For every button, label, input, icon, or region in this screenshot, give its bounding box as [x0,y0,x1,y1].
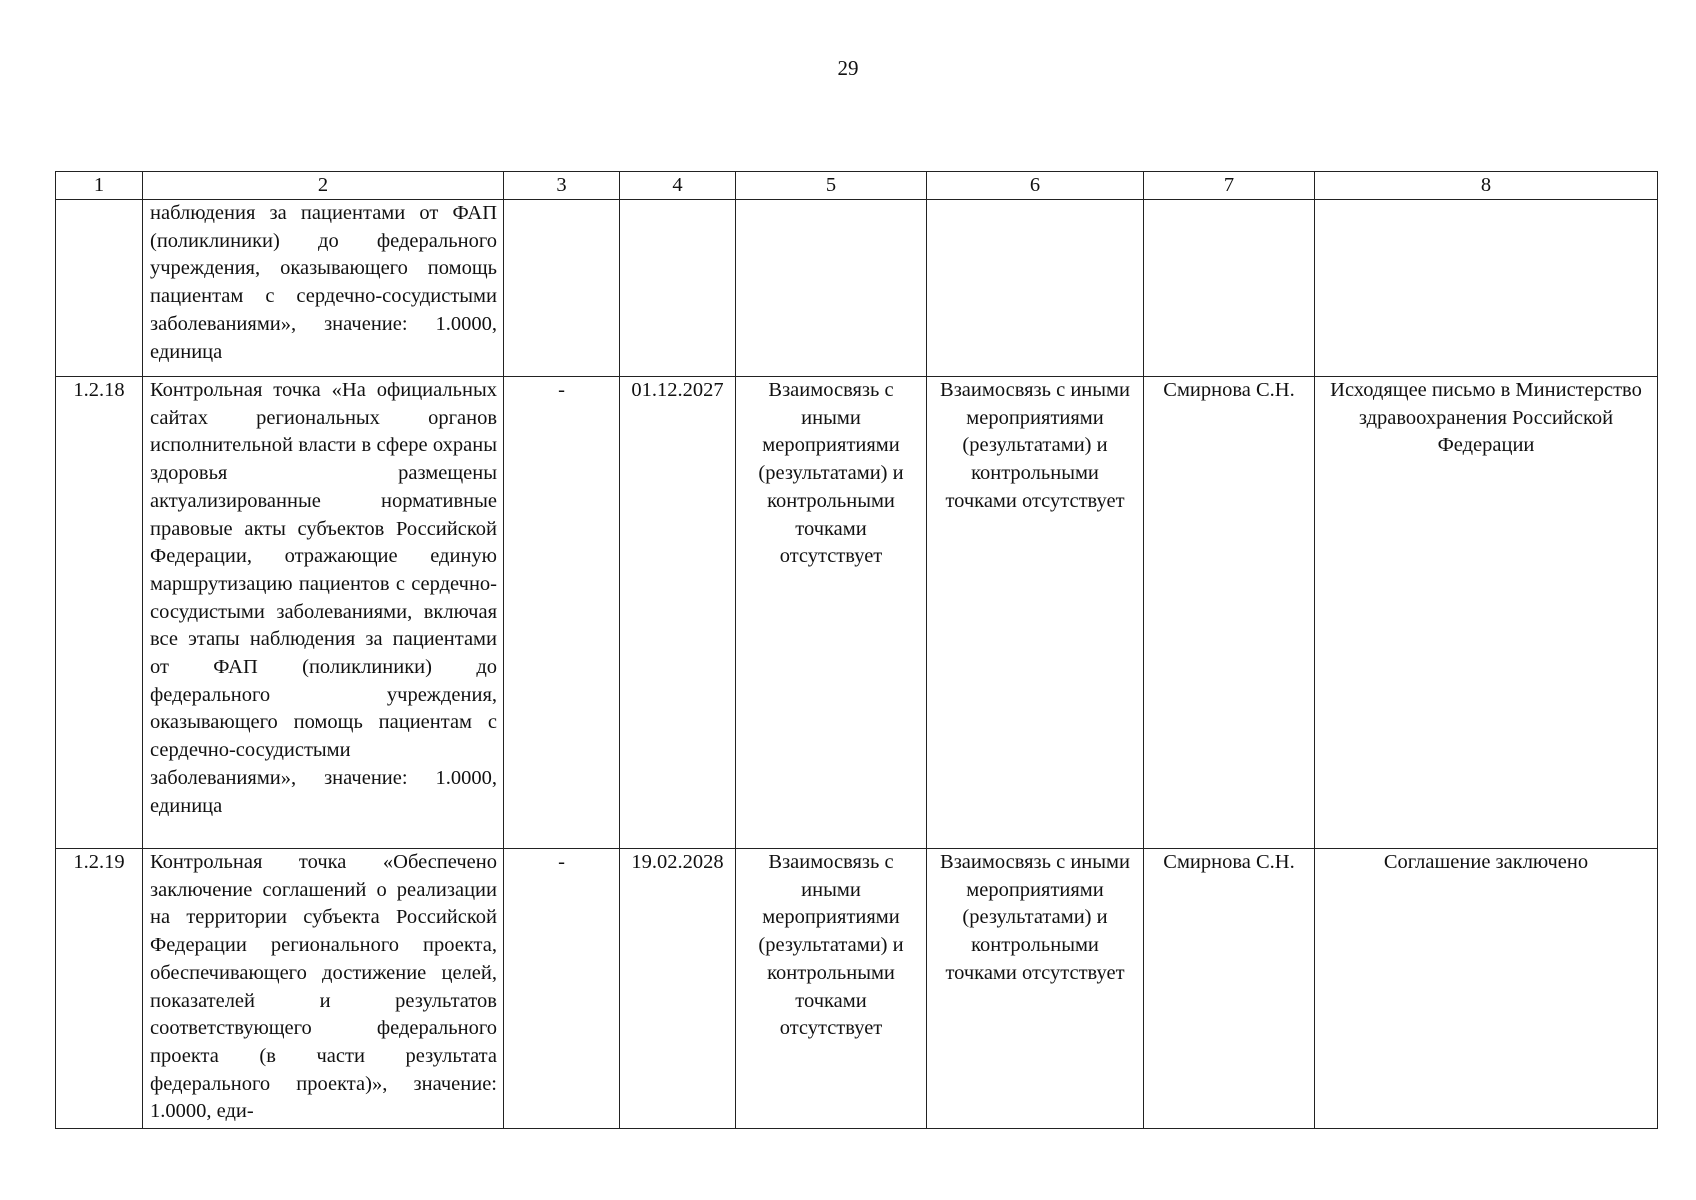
column-header: 6 [927,172,1144,200]
table-row [56,200,1658,377]
row-date [620,200,736,377]
row-link-next [927,200,1144,377]
row-document: Исходящее письмо в Министерство здравоохранения Российской Федерации [1315,377,1658,849]
row-description: Контрольная точка «На официальных сайтах региональных органов исполнительной власти в сфере охраны здоровья размещены актуализированные нормативные правовые акты субъектов Российской Федерации, отражающие единую маршрутизацию пациентов с сердечно-сосудистыми заболеваниями, включая все этапы наблюдения за пациентами от ФАП (поликлиники) до федерального учреждения, оказывающего помощь пациентам с сердечно-сосудистыми заболеваниями», значение: 1.0000, единица [143,377,504,849]
column-header: 1 [56,172,143,200]
header-row [56,172,1658,200]
control-points-table [55,171,1658,1129]
row-date: 01.12.2027 [620,377,736,849]
row-document: Соглашение заключено [1315,849,1658,1129]
column-header: 7 [1144,172,1315,200]
row-document [1315,200,1658,377]
row-date: 19.02.2028 [620,849,736,1129]
table-row [56,377,1658,849]
row-col3: - [504,849,620,1129]
column-header: 3 [504,172,620,200]
row-number: 1.2.18 [56,377,143,849]
row-number: 1.2.19 [56,849,143,1129]
page-number: 29 [837,56,859,80]
table-header [56,172,1658,200]
row-responsible [1144,200,1315,377]
row-link-next: Взаимосвязь с иными мероприятиями (результатами) и контрольными точками отсутствует [927,377,1144,849]
row-responsible: Смирнова С.Н. [1144,377,1315,849]
row-link-prev: Взаимосвязь с иными мероприятиями (результатами) и контрольными точками отсутствует [736,377,927,849]
row-link-prev [736,200,927,377]
column-header: 4 [620,172,736,200]
row-col3 [504,200,620,377]
column-header: 8 [1315,172,1658,200]
row-number [56,200,143,377]
table-row [56,849,1658,1129]
column-header: 5 [736,172,927,200]
row-link-prev: Взаимосвязь с иными мероприятиями (результатами) и контрольными точками отсутствует [736,849,927,1129]
row-col3: - [504,377,620,849]
column-header: 2 [143,172,504,200]
row-description: наблюдения за пациентами от ФАП (поликлиники) до федерального учреждения, оказывающего помощь пациентам с сердечно-сосудистыми заболеваниями», значение: 1.0000, единица [143,200,504,377]
row-description: Контрольная точка «Обеспечено заключение соглашений о реализации на территории субъекта Российской Федерации регионального проекта, обеспечивающего достижение целей, показателей и результатов соответствующего федерального проекта (в части результата федерального проекта)», значение: 1.0000, еди- [143,849,504,1129]
row-responsible: Смирнова С.Н. [1144,849,1315,1129]
row-link-next: Взаимосвязь с иными мероприятиями (результатами) и контрольными точками отсутствует [927,849,1144,1129]
